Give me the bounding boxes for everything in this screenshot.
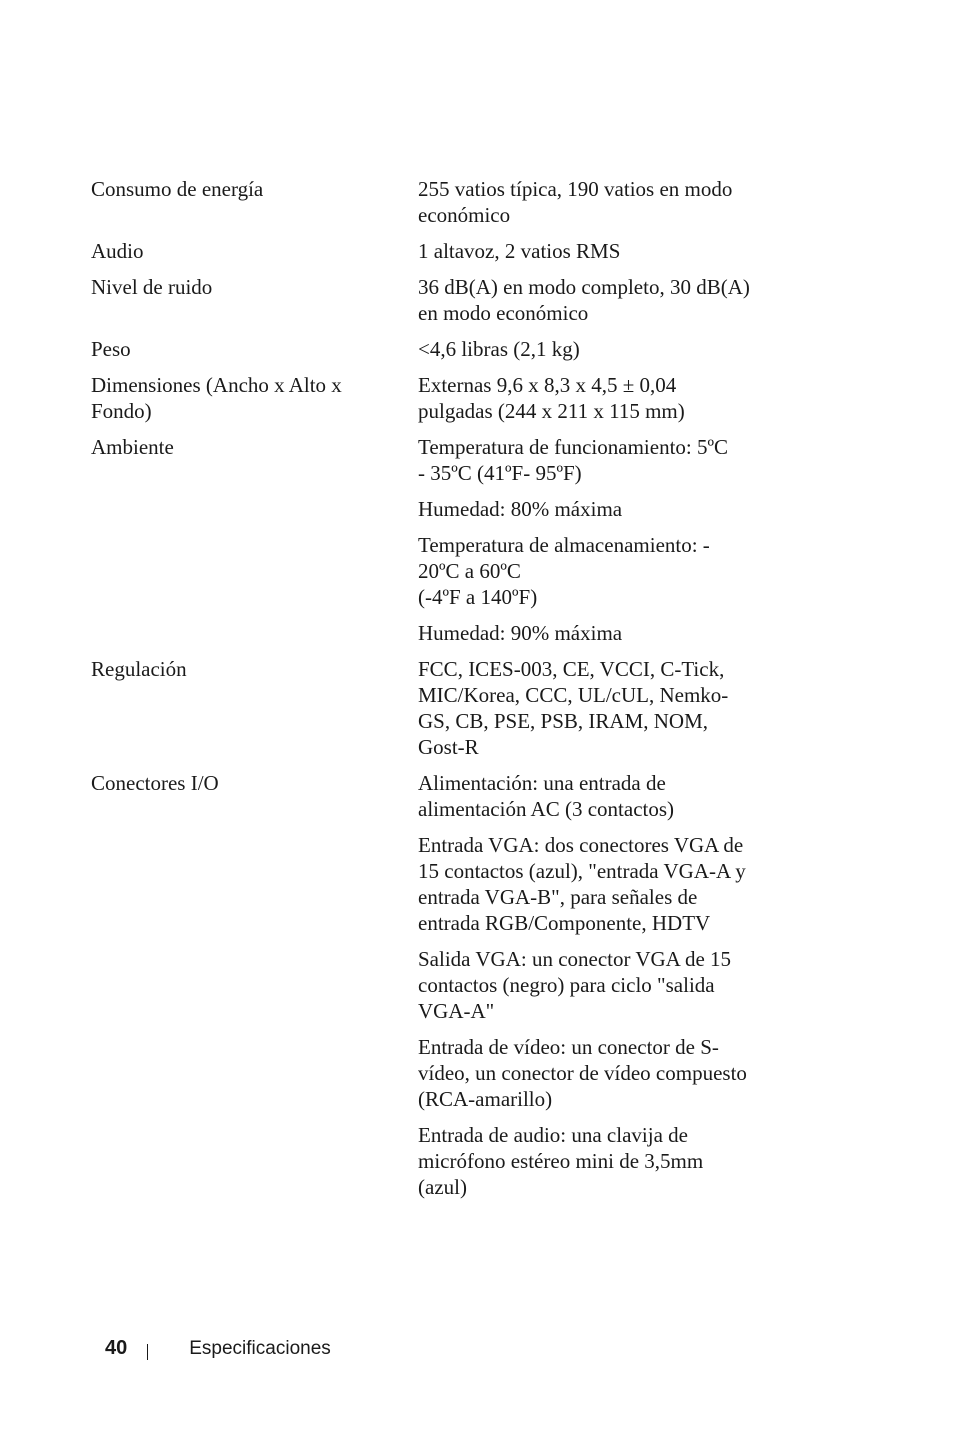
spec-label: Dimensiones (Ancho x Alto x Fondo) [91, 373, 342, 423]
spec-row [91, 656, 781, 770]
spec-value: Externas 9,6 x 8,3 x 4,5 ± 0,04 pulgadas (244 x 211 x 115 mm) [418, 373, 685, 423]
spec-row [91, 770, 781, 1210]
spec-values [418, 434, 781, 656]
spec-value: Entrada de audio: una clavija de micrófono estéreo mini de 3,5mm (azul) [418, 1123, 704, 1199]
spec-label: Ambiente [91, 435, 174, 459]
spec-label: Conectores I/O [91, 771, 219, 795]
page-footer [105, 1337, 331, 1360]
spec-value: Temperatura de funcionamiento: 5ºC - 35ºC (41ºF- 95ºF) [418, 435, 729, 485]
spec-row [91, 434, 781, 656]
section-name: Especificaciones [189, 1337, 331, 1359]
spec-values [418, 336, 781, 372]
spec-values [418, 238, 781, 274]
spec-table [91, 176, 781, 1210]
spec-value: 255 vatios típica, 190 vatios en modo económico [418, 177, 733, 227]
spec-row [91, 372, 781, 434]
spec-row [91, 336, 781, 372]
spec-label: Nivel de ruido [91, 275, 213, 299]
spec-value: 36 dB(A) en modo completo, 30 dB(A) en modo económico [418, 275, 750, 325]
spec-values [418, 372, 781, 434]
spec-label: Peso [91, 337, 131, 361]
spec-value: Entrada de vídeo: un conector de S- vídeo, un conector de vídeo compuesto (RCA-amarillo) [418, 1035, 747, 1111]
spec-row [91, 274, 781, 336]
spec-label: Consumo de energía [91, 177, 264, 201]
spec-value: 1 altavoz, 2 vatios RMS [418, 239, 621, 263]
spec-value: Temperatura de almacenamiento: - 20ºC a 60ºC (-4ºF a 140ºF) [418, 533, 710, 609]
spec-value: Humedad: 90% máxima [418, 621, 623, 645]
footer-divider [147, 1344, 148, 1360]
spec-values [418, 274, 781, 336]
spec-row [91, 176, 781, 238]
spec-value: Salida VGA: un conector VGA de 15 contactos (negro) para ciclo "salida VGA-A" [418, 947, 732, 1023]
spec-row [91, 238, 781, 274]
spec-values [418, 656, 781, 770]
page-number: 40 [105, 1337, 128, 1359]
spec-values [418, 176, 781, 238]
spec-value: FCC, ICES-003, CE, VCCI, C-Tick, MIC/Korea, CCC, UL/cUL, Nemko- GS, CB, PSE, PSB, IRAM, NOM, Gost-R [418, 657, 729, 759]
spec-value: Entrada VGA: dos conectores VGA de 15 contactos (azul), "entrada VGA-A y entrada VGA-B", para señales de entrada RGB/Componente, HDTV [418, 833, 746, 935]
spec-value: Alimentación: una entrada de alimentación AC (3 contactos) [418, 771, 675, 821]
spec-label: Regulación [91, 657, 187, 681]
spec-values [418, 770, 781, 1210]
spec-value: Humedad: 80% máxima [418, 497, 623, 521]
spec-label: Audio [91, 239, 144, 263]
spec-value: <4,6 libras (2,1 kg) [418, 337, 580, 361]
